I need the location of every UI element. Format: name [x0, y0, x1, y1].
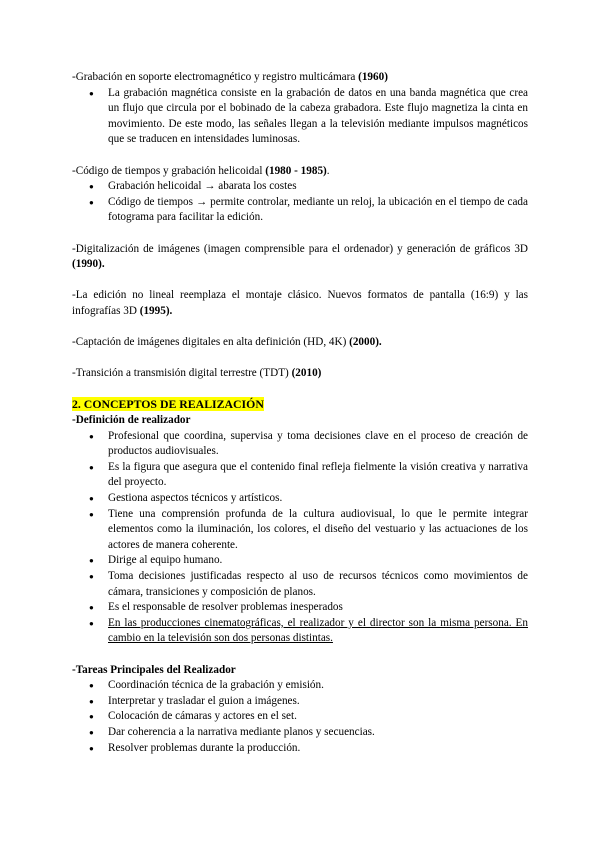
list-item-text: La grabación magnética consiste en la grabación de datos en una banda magnética que crea un flujo que circula por el bobinado de la cabeza grabadora. Este flujo magnetiza la cinta en movimiento. De este modo, las señales llegan a la televisión mediante impulsos magnéticos que se traducen en intensidades luminosas.	[108, 86, 528, 146]
list-item-text: Colocación de cámaras y actores en el set.	[108, 710, 297, 723]
bullet-icon: ●	[89, 743, 94, 753]
bullet-list	[72, 179, 528, 226]
history-item	[72, 242, 528, 273]
list-item	[72, 725, 528, 741]
list-item	[72, 460, 528, 491]
definition-heading: -Definición de realizador	[72, 414, 191, 427]
bullet-icon: ●	[89, 182, 94, 192]
bullet-icon: ●	[89, 556, 94, 566]
bullet-icon: ●	[89, 618, 94, 628]
list-item	[72, 491, 528, 507]
bullet-icon: ●	[89, 509, 94, 519]
document-content	[72, 70, 528, 756]
bullet-icon: ●	[89, 197, 94, 207]
section-title	[72, 397, 528, 413]
bullet-icon: ●	[89, 681, 94, 691]
bullet-icon: ●	[89, 494, 94, 504]
list-item-text: Toma decisiones justificadas respecto al uso de recursos técnicos como movimientos de cámara, transiciones y composición de planos.	[108, 570, 528, 598]
list-item-text: Interpretar y trasladar el guion a imágenes.	[108, 694, 300, 707]
bullet-icon: ●	[89, 727, 94, 737]
list-item-text: En las producciones cinematográficas, el realizador y el director son la misma persona. En cambio en la televisión son dos personas distintas.	[108, 616, 528, 645]
history-item	[72, 70, 528, 86]
list-item	[72, 694, 528, 710]
history-text: -Código de tiempos y grabación helicoidal	[72, 164, 266, 177]
bullet-list	[72, 86, 528, 148]
list-item-text: Dirige al equipo humano.	[108, 554, 223, 567]
list-item-text: Profesional que coordina, supervisa y toma decisiones clave en el proceso de creación de productos audiovisuales.	[108, 429, 528, 458]
history-year: (1990).	[72, 258, 105, 271]
list-item	[72, 569, 528, 600]
list-item	[72, 553, 528, 569]
history-year: (2010)	[291, 367, 322, 380]
history-year: (2000).	[349, 336, 382, 349]
history-item	[72, 335, 528, 351]
list-item	[72, 709, 528, 725]
list-item-text: Resolver problemas durante la producción.	[108, 741, 301, 754]
history-suffix: .	[326, 164, 330, 177]
section-title-text: 2. CONCEPTOS DE REALIZACIÓN	[72, 397, 264, 412]
bullet-icon: ●	[89, 603, 94, 613]
bullet-icon: ●	[89, 712, 94, 722]
list-item	[72, 678, 528, 694]
bullet-icon: ●	[89, 572, 94, 581]
history-item	[72, 288, 528, 319]
list-item-text: Gestiona aspectos técnicos y artísticos.	[108, 492, 283, 505]
list-item-text: Coordinación técnica de la grabación y emisión.	[108, 679, 324, 692]
history-year: (1960)	[358, 71, 388, 83]
bullet-icon: ●	[89, 88, 94, 98]
history-year: (1980 - 1985)	[265, 164, 327, 177]
bullet-icon: ●	[89, 462, 94, 472]
bullet-icon: ●	[89, 696, 94, 706]
list-item	[72, 741, 528, 757]
history-text: -Grabación en soporte electromagnético y registro multicámara	[72, 71, 359, 83]
list-item	[72, 195, 528, 226]
history-text: -Transición a transmisión digital terrestre (TDT)	[72, 367, 292, 380]
bullet-icon: ●	[89, 431, 94, 441]
list-item	[72, 600, 528, 616]
tasks-list	[72, 678, 528, 756]
list-item-text: Dar coherencia a la narrativa mediante planos y secuencias.	[108, 725, 375, 738]
list-item-text: Es la figura que asegura que el contenido final refleja fielmente la visión creativa y narrativa del proyecto.	[108, 460, 528, 489]
list-item	[72, 616, 528, 647]
list-item	[72, 507, 528, 554]
history-year: (1995).	[139, 304, 173, 317]
history-text: -Digitalización de imágenes (imagen comprensible para el ordenador) y generación de gráficos 3D	[72, 242, 528, 255]
history-text: -La edición no lineal reemplaza el montaje clásico. Nuevos formatos de pantalla (16:9) y las infografías 3D	[72, 289, 528, 317]
list-item-text: Grabación helicoidal → abarata los costes	[108, 180, 297, 193]
definition-list	[72, 429, 528, 647]
history-item	[72, 366, 528, 382]
list-item	[72, 429, 528, 460]
tasks-heading: -Tareas Principales del Realizador	[72, 663, 236, 676]
history-item	[72, 164, 528, 180]
list-item-text: Código de tiempos → permite controlar, mediante un reloj, la ubicación en el tiempo de cada fotograma para facilitar la edición.	[108, 195, 528, 224]
list-item-text: Tiene una comprensión profunda de la cultura audiovisual, lo que le permite integrar elementos como la iluminación, los colores, el diseño del vestuario y las actuaciones de los actores de manera coherente.	[108, 507, 528, 551]
list-item	[72, 179, 528, 195]
history-text: -Captación de imágenes digitales en alta definición (HD, 4K)	[72, 336, 350, 349]
list-item	[72, 86, 528, 148]
list-item-text: Es el responsable de resolver problemas inesperados	[108, 601, 343, 614]
